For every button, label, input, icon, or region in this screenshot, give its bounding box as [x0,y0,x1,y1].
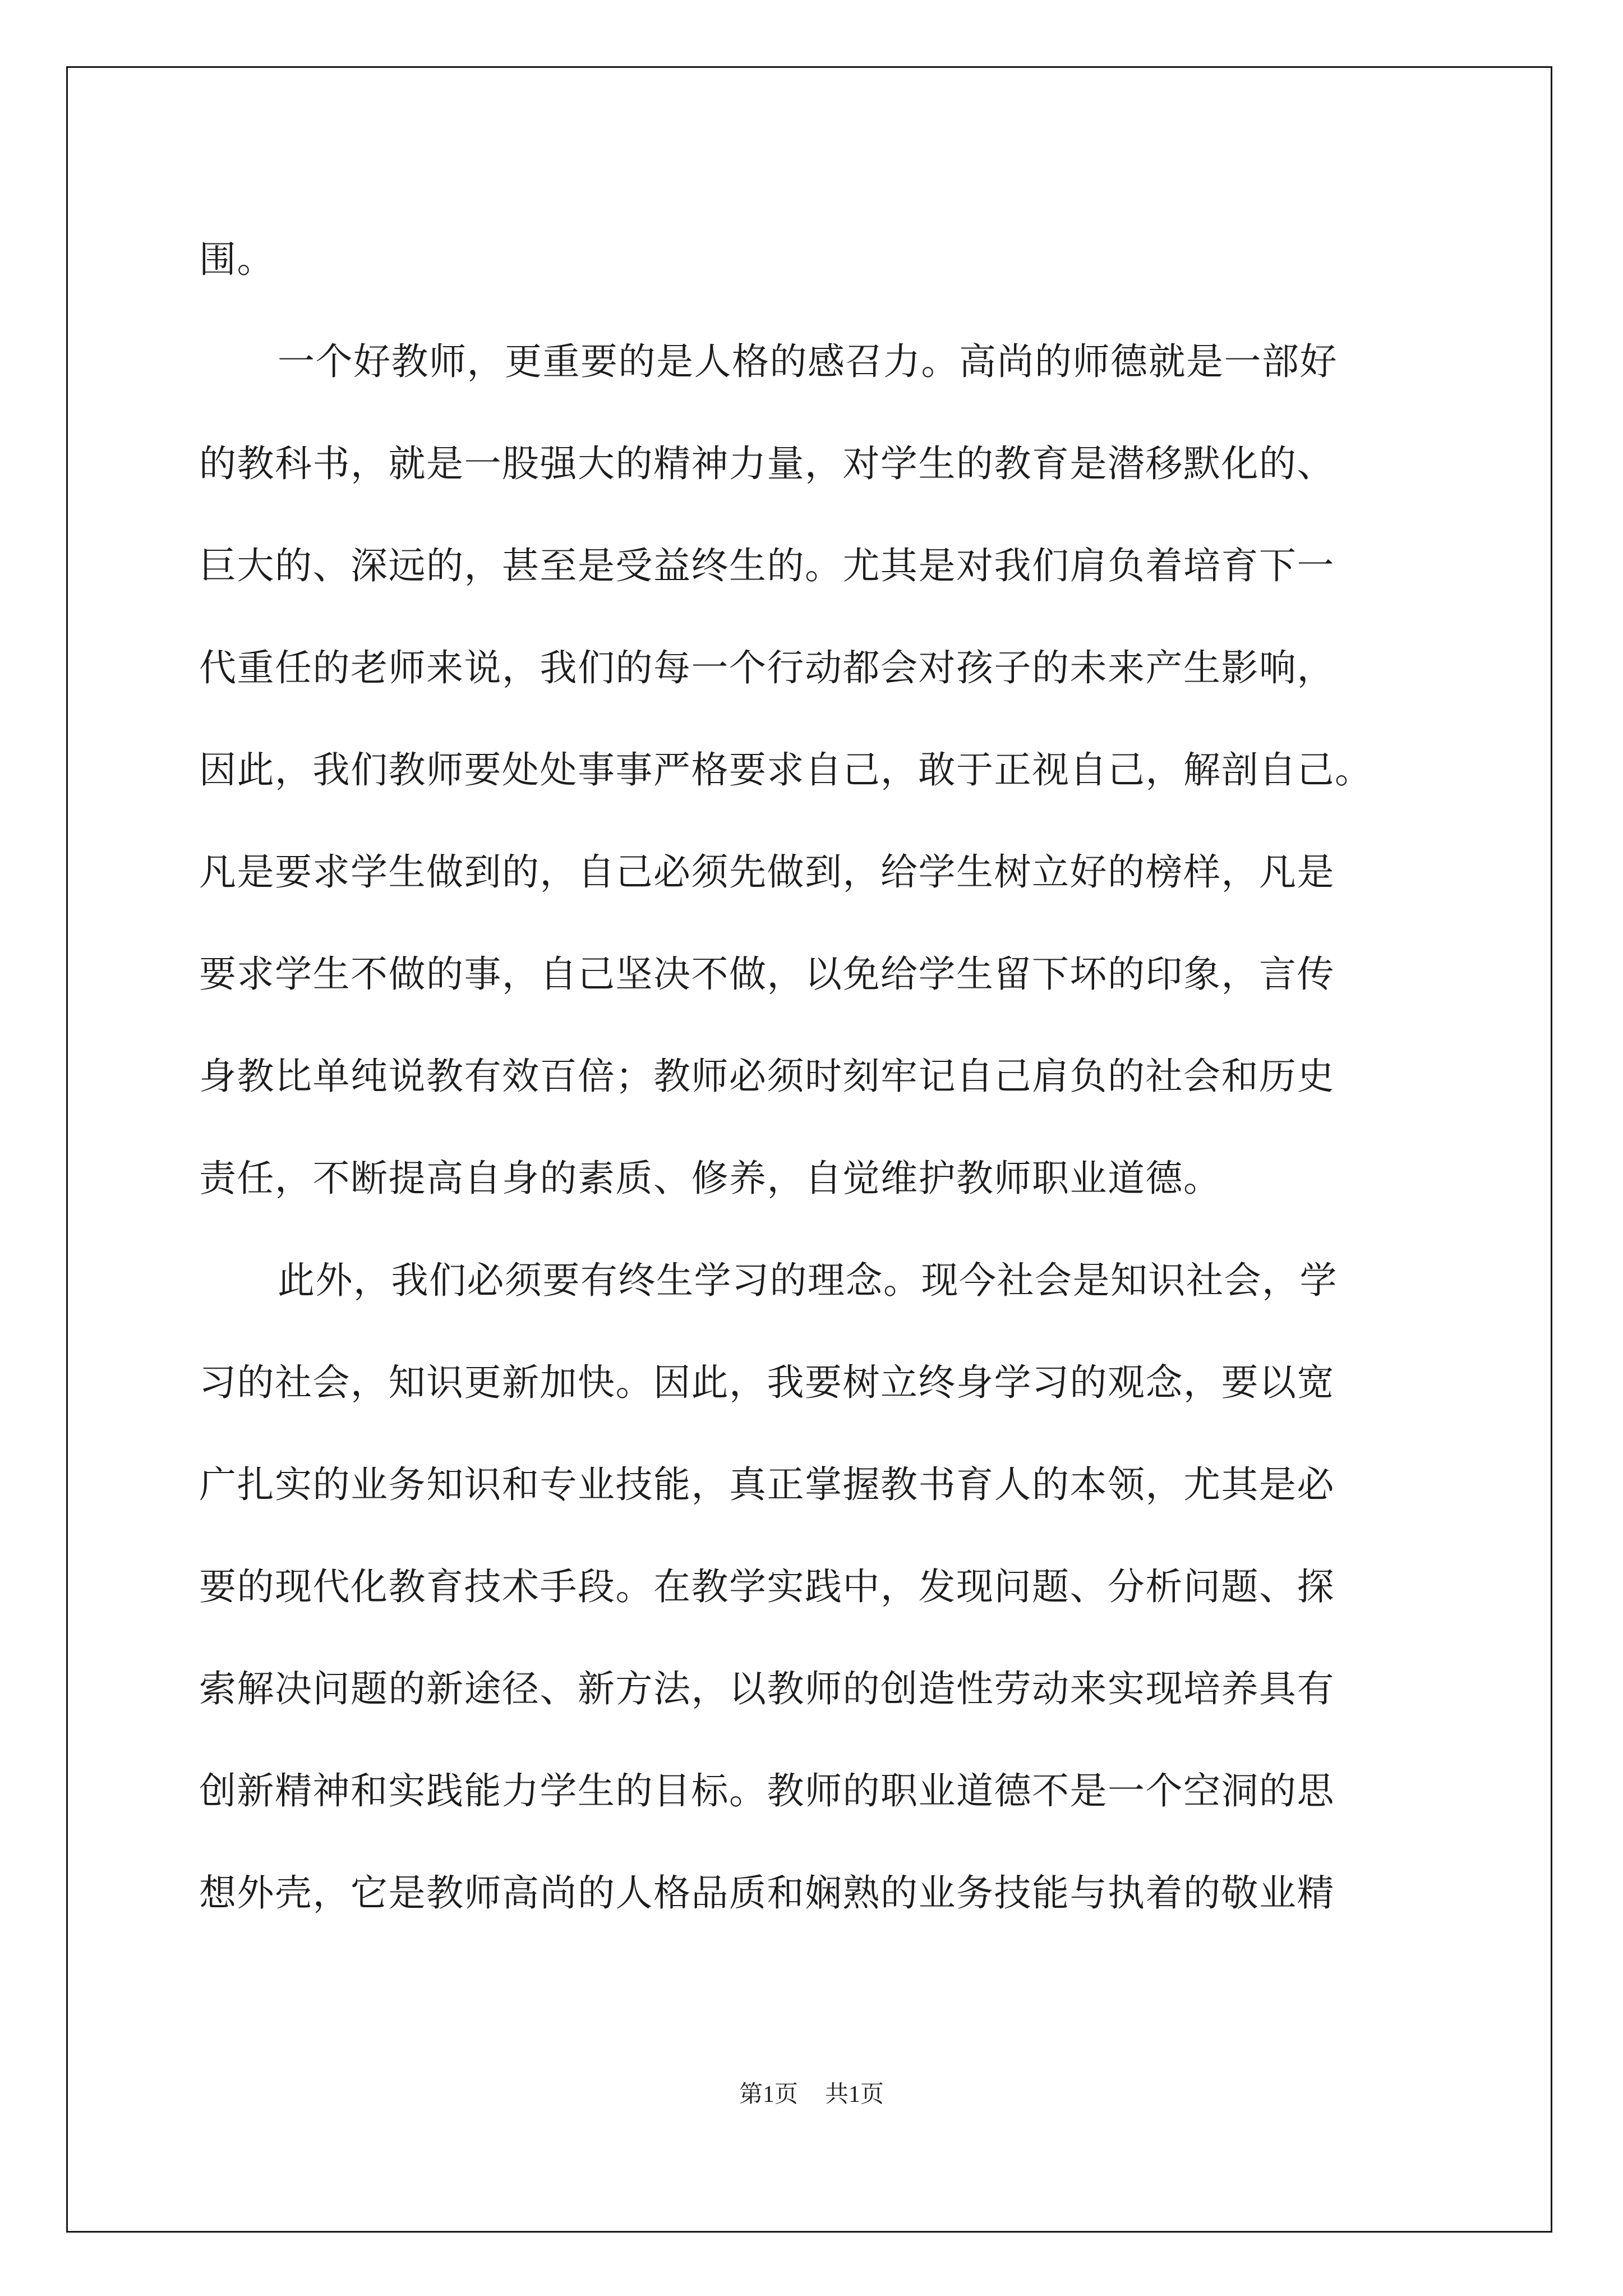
text-line: 习的社会，知识更新加快。因此，我要树立终身学习的观念，要以宽 [199,1361,1335,1404]
paragraph-first-line: 此外，我们必须要有终生学习的理念。现今社会是知识社会，学 [278,1259,1338,1302]
text-line: 索解决问题的新途径、新方法，以教师的创造性劳动来实现培养具有 [199,1667,1335,1710]
page-number-total: 共1页 [825,2082,884,2108]
paragraph-first-line: 一个好教师，更重要的是人格的感召力。高尚的师德就是一部好 [278,340,1338,383]
text-line: 想外壳，它是教师高尚的人格品质和娴熟的业务技能与执着的敬业精 [199,1871,1335,1915]
text-line: 创新精神和实践能力学生的目标。教师的职业道德不是一个空洞的思 [199,1769,1335,1812]
text-line: 要的现代化教育技术手段。在教学实践中，发现问题、分析问题、探 [199,1565,1335,1608]
document-body [199,209,1433,1944]
text-line: 围。 [199,238,275,281]
page-number-current: 第1页 [739,2082,798,2108]
text-line: 因此，我们教师要处处事事严格要求自己，敢于正视自己，解剖自己。 [199,748,1373,792]
text-line: 身教比单纯说教有效百倍；教师必须时刻牢记自己肩负的社会和历史 [199,1055,1335,1098]
text-line: 凡是要求学生做到的，自己必须先做到，给学生树立好的榜样，凡是 [199,850,1335,894]
page-footer [0,2076,1623,2109]
text-line: 的教科书，就是一股强大的精神力量，对学生的教育是潜移默化的、 [199,442,1335,485]
text-line: 巨大的、深远的，甚至是受益终生的。尤其是对我们肩负着培育下一 [199,544,1335,587]
text-line: 要求学生不做的事，自己坚决不做，以免给学生留下坏的印象，言传 [199,953,1335,996]
text-line: 责任，不断提高自身的素质、修养，自觉维护教师职业道德。 [199,1157,1221,1200]
text-line: 代重任的老师来说，我们的每一个行动都会对孩子的未来产生影响， [199,646,1335,689]
text-line: 广扎实的业务知识和专业技能，真正掌握教书育人的本领，尤其是必 [199,1463,1335,1506]
